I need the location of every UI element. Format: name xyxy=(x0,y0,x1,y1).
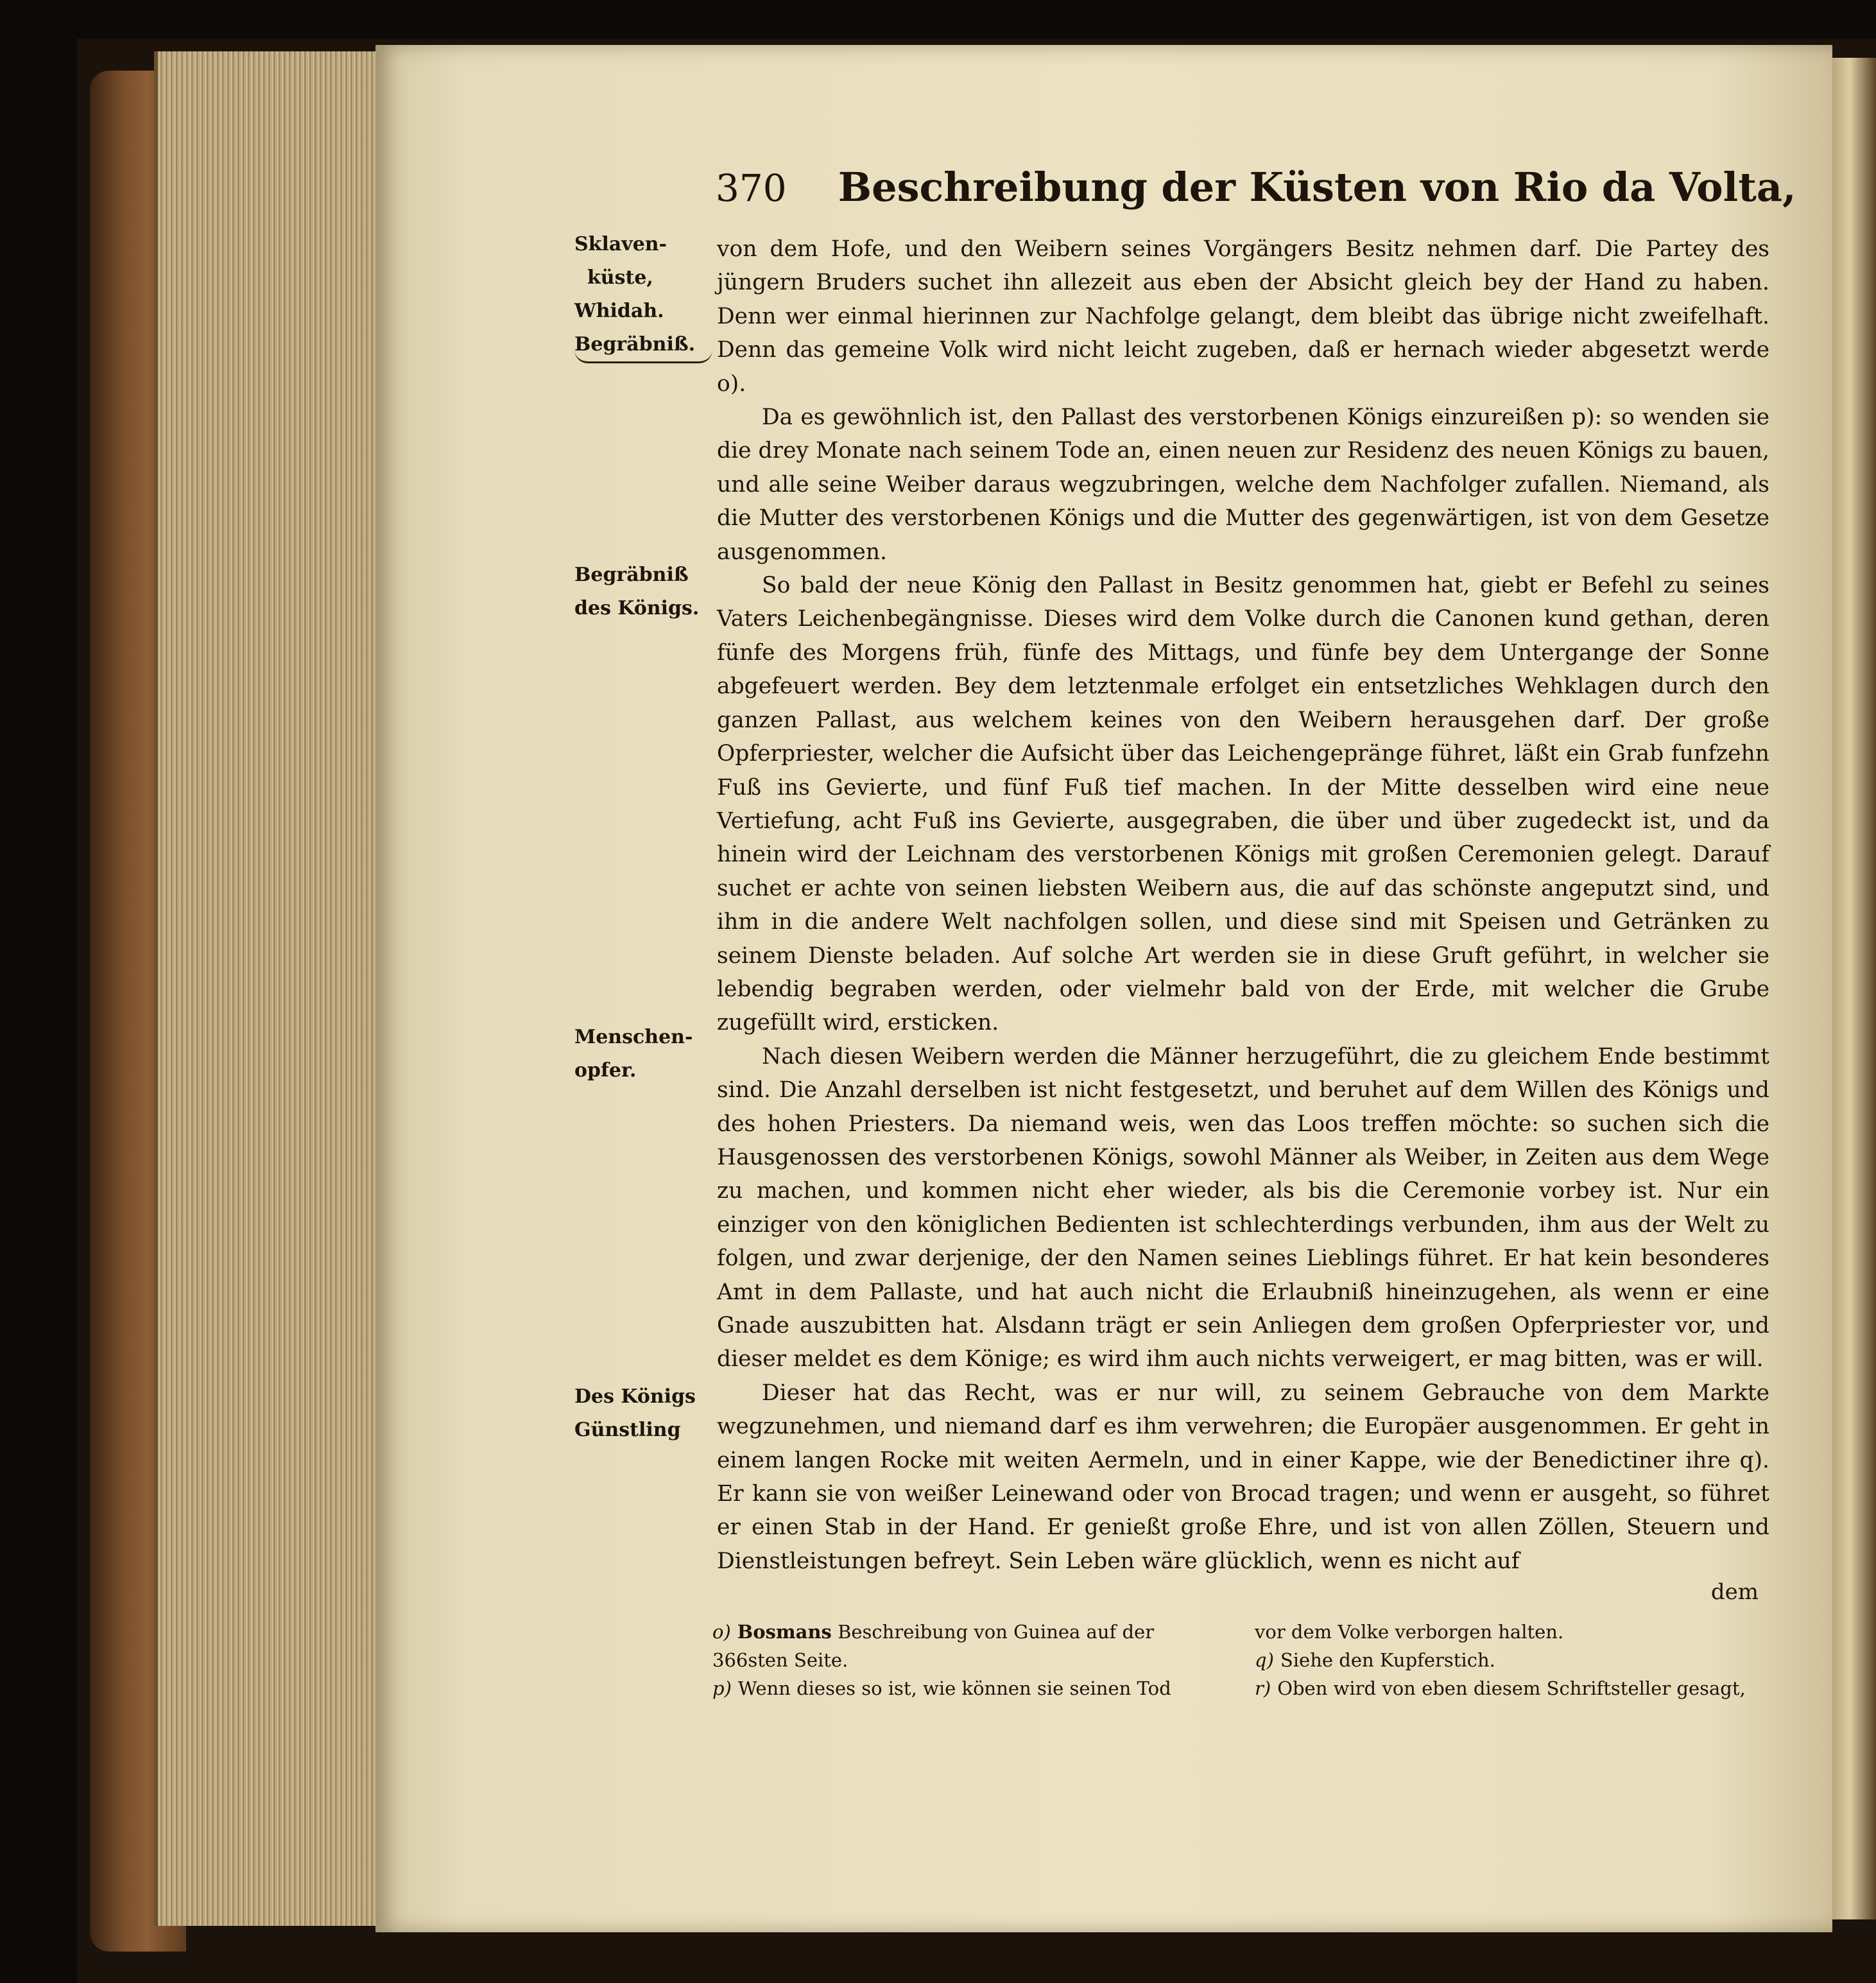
footnote-text: Beschreibung von Guinea auf der 366sten Seite. xyxy=(712,1621,1155,1671)
footnote xyxy=(1255,1646,1771,1674)
footnote-text: Oben wird von eben diesem Schriftsteller gesagt, xyxy=(1277,1677,1746,1699)
sidenote-line: Des Königs xyxy=(574,1385,696,1408)
sidenote-line: Whidah. xyxy=(574,300,664,322)
sidenote-line: Sklaven- xyxy=(574,233,667,255)
sidenote-sklavenkueste xyxy=(574,228,725,361)
sidenote-line: opfer. xyxy=(574,1059,637,1082)
sidenote-brace xyxy=(574,350,712,363)
footnotes-right-column xyxy=(1255,1618,1771,1733)
sidenote-line: Günstling xyxy=(574,1419,681,1441)
sidenote-line: Menschen- xyxy=(574,1026,693,1048)
sidenote-begraebniss-des-koenigs xyxy=(574,559,725,625)
footnote-mark: p) xyxy=(712,1677,732,1699)
sidenote-guenstling xyxy=(574,1380,725,1447)
catchword: dem xyxy=(1710,1579,1759,1605)
page-header xyxy=(716,164,1796,215)
footnote-text: Siehe den Kupferstich. xyxy=(1280,1649,1495,1671)
sidenote-line: des Königs. xyxy=(574,597,700,619)
footnote xyxy=(712,1674,1229,1702)
footnotes-left-column xyxy=(712,1618,1229,1733)
paragraph: von dem Hofe, und den Weibern seines Vorgängers Besitz nehmen darf. Die Partey des jüngern Bruders suchet ihn allezeit aus eben der Absicht gleich bey der Hand zu haben. Denn wer einmal hierinnen zur Nachfolge gelangt, dem bleibt das übrige nicht zweifelhaft. Denn das gemeine Volk wird nicht leicht zugeben, daß er hernach wieder abgesetzt werde o). xyxy=(717,236,1769,397)
paragraph: Dieser hat das Recht, was er nur will, zu seinem Gebrauche von dem Markte wegzunehmen, und niemand darf es ihm verwehren; die Europäer ausgenommen. Er geht in einem langen Rocke mit weiten Aermeln, und in einer Kappe, wie der Benedictiner ihre q). Er kann sie von weißer Leinewand oder von Brocad tragen; und wenn er ausgeht, so führet er einen Stab in der Hand. Er genießt große Ehre, und ist von allen Zöllen, Steuern und Dienstleistungen befreyt. Sein Leben wäre glücklich, wenn es nicht auf xyxy=(717,1380,1769,1574)
footnote-mark: o) xyxy=(712,1621,731,1643)
footnote-mark: r) xyxy=(1255,1677,1271,1699)
footnote xyxy=(712,1618,1229,1674)
sidenote-line: Begräbniß xyxy=(574,564,689,586)
running-title: Beschreibung der Küsten von Rio da Volta, xyxy=(838,164,1796,211)
paragraph: Nach diesen Weibern werden die Männer herzugeführt, die zu gleichem Ende bestimmt sind. Die Anzahl derselben ist nicht festgesetzt, und beruhet auf dem Willen des Königs und des hohen Priesters. Da niemand weis, wen das Loos treffen möchte: so suchen sich die Hausgenossen des verstorbenen Königs, sowohl Männer als Weiber, in Zeiten aus dem Wege zu machen, und kommen nicht eher wieder, als bis die Ceremonie vorbey ist. Nur ein einziger von den königlichen Bedienten ist schlechterdings verbunden, ihm aus der Welt zu folgen, und zwar derjenige, der den Namen seines Lieblings führet. Er hat kein besonderes Amt in dem Pallaste, und hat auch nicht die Erlaubniß hineinzugehen, als wenn er eine Gnade auszubitten hat. Alsdann trägt er sein Anliegen dem großen Opferpriester vor, und dieser meldet es dem Könige; es wird ihm auch nichts verweigert, er mag bitten, was er will. xyxy=(717,1043,1769,1373)
footnote-author: Bosmans xyxy=(737,1621,832,1643)
sidenote-line: Begräbniß. xyxy=(574,333,696,356)
page-number: 370 xyxy=(716,166,787,210)
sidenote-menschenopfer xyxy=(574,1021,725,1087)
sidenote-line: küste, xyxy=(587,266,653,289)
paragraph: Da es gewöhnlich ist, den Pallast des verstorbenen Königs einzureißen p): so wenden sie die drey Monate nach seinem Tode an, einen neuen zur Residenz des neuen Königs zu bauen, und alle seine Weiber daraus wegzubringen, welche dem Nachfolger zufallen. Niemand, als die Mutter des verstorbenen Königs und die Mutter des gegenwärtigen, ist von dem Gesetze ausgenommen. xyxy=(717,404,1769,565)
footnotes xyxy=(712,1618,1771,1733)
footnote xyxy=(1255,1674,1771,1702)
footnote-text: vor dem Volke verborgen halten. xyxy=(1255,1621,1564,1643)
footnote-mark: q) xyxy=(1255,1649,1274,1671)
body-text xyxy=(717,232,1769,1578)
paragraph: So bald der neue König den Pallast in Besitz genommen hat, giebt er Befehl zu seines Vaters Leichenbegängnisse. Dieses wird dem Volke durch die Canonen kund gethan, deren fünfe des Morgens früh, fünfe des Mittags, und fünfe bey dem Untergange der Sonne abgefeuert werden. Bey dem letztenmale erfolget ein entsetzliches Wehklagen durch den ganzen Pallast, aus welchem keines von den Weibern herausgehen darf. Der große Opferpriester, welcher die Aufsicht über das Leichengepränge führet, läßt ein Grab funfzehn Fuß ins Gevierte, und fünf Fuß tief machen. In der Mitte desselben wird eine neue Vertiefung, acht Fuß ins Gevierte, ausgegraben, die über und über zugedeckt ist, und da hinein wird der Leichnam des verstorbenen Königs mit großen Ceremonien gelegt. Darauf suchet er achte von seinen liebsten Weibern aus, die auf das schönste angeputzt sind, und ihm in die andere Welt nachfolgen sollen, und diese sind mit Speisen und Getränken zu seinem Dienste beladen. Auf solche Art werden sie in diese Gruft geführt, in welcher sie lebendig begraben werden, oder vielmehr bald von der Erde, mit welcher die Grube zugefüllt wird, ersticken. xyxy=(717,573,1769,1036)
footnote-text: Wenn dieses so ist, wie können sie seinen Tod xyxy=(737,1677,1171,1699)
page-stack-edge xyxy=(154,51,383,1926)
footnote xyxy=(1255,1618,1771,1646)
facing-page-edge xyxy=(1832,58,1876,1919)
